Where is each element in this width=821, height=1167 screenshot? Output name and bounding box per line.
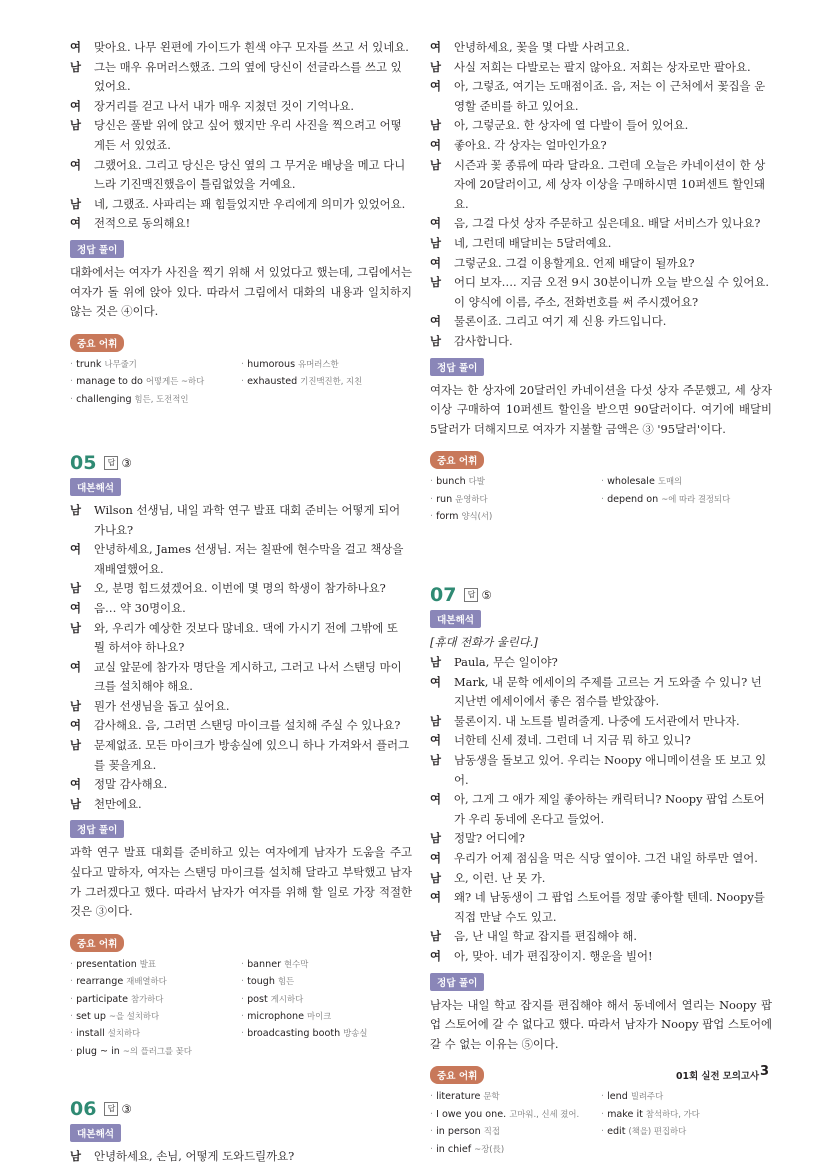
vocab-item: [241, 1008, 406, 1025]
dialogue-text: 너한테 신세 졌네. 그런데 너 지금 뭐 하고 있니?: [454, 733, 691, 748]
q07-number: 07: [430, 583, 457, 606]
bullet-icon: ·: [430, 1143, 434, 1155]
dialogue-text: 천만에요.: [94, 796, 142, 811]
q06-answer: ③: [121, 1102, 132, 1117]
dialogue-line: [70, 795, 412, 815]
dialogue-text: 오, 이런. 난 못 가.: [454, 870, 546, 885]
bullet-icon: ·: [430, 493, 434, 505]
q05-script-tag: 대본해석: [70, 478, 121, 496]
speaker-label: 여: [70, 718, 82, 733]
dialogue-text: 와, 우리가 예상한 것보다 많네요. 댁에 가시기 전에 그밖에 또 뭘 하셔야 하나요?: [94, 620, 398, 655]
answer-box-icon: 답: [104, 1102, 118, 1116]
speaker-label: 남: [70, 796, 82, 811]
dialogue-text: 음, 난 내일 학교 잡지를 편집해야 해.: [454, 929, 638, 944]
dialogue-text: 남동생을 돌보고 있어. 우리는 Noopy 애니메이션을 또 보고 있어.: [454, 753, 767, 787]
dialogue-text: 음, 그걸 다섯 상자 주문하고 싶은데요. 배달 서비스가 있나요?: [454, 216, 761, 231]
dialogue-line: [70, 736, 412, 775]
vocab-meaning: 게시하다: [270, 993, 304, 1004]
dialogue-line: [430, 332, 772, 352]
speaker-label: 여: [430, 792, 442, 807]
dialogue-text: 좋아요. 각 상자는 얼마인가요?: [454, 137, 607, 152]
vocab-item: [430, 473, 595, 490]
vocab-item: [241, 1025, 406, 1042]
dialogue-text: 물론이죠. 그리고 여기 제 신용 카드입니다.: [454, 314, 667, 329]
vocab-word: challenging: [76, 393, 132, 405]
dialogue-line: [70, 156, 412, 195]
q04-dialogue: [70, 38, 412, 234]
vocab-meaning: 도매의: [657, 476, 683, 487]
dialogue-text: 왜? 네 남동생이 그 팝업 스토어를 정말 좋아할 텐데. Noopy를 직접 만날 수도 있고.: [454, 890, 765, 924]
vocab-word: lend: [607, 1091, 628, 1103]
dialogue-text: 문제없죠. 모든 마이크가 방송실에 있으니 하나 가져와서 플러그를 꽂을게요.: [94, 738, 410, 772]
vocab-word: bunch: [436, 476, 466, 488]
bullet-icon: ·: [241, 976, 245, 988]
speaker-label: 여: [70, 157, 82, 172]
q06-vocab-tag: 중요 어휘: [430, 451, 484, 469]
q05-number: 05: [70, 451, 97, 474]
bullet-icon: ·: [430, 1108, 434, 1120]
q06-explanation: 여자는 한 상자에 20달러인 카네이션을 다섯 상자 주문했고, 세 상자 이상 구매하여 10퍼센트 할인을 받으면 90달러이다. 여기에 배달비 5달러가 더해지므로 여자가 지불할 금액은 ③ '95달러'이다.: [430, 382, 772, 436]
speaker-label: 여: [70, 600, 82, 615]
bullet-icon: ·: [241, 1011, 245, 1023]
vocab-meaning: 힘든, 도전적인: [134, 393, 189, 404]
q07-dialogue: [430, 653, 772, 967]
dialogue-text: Wilson 선생님, 내일 과학 연구 발표 대회 준비는 어떻게 되어 가나요?: [94, 502, 401, 537]
q05-header: [70, 452, 412, 474]
dialogue-text: 아, 그렇군요. 한 상자에 열 다발이 들어 있어요.: [454, 118, 689, 133]
vocab-word: participate: [76, 993, 128, 1005]
dialogue-line: [70, 58, 412, 97]
q07-answer-explanation-tag: 정답 풀이: [430, 973, 484, 991]
q06-script-tag: 대본해석: [70, 1124, 121, 1142]
vocab-meaning: 나무줄기: [104, 358, 137, 369]
vocab-item: [70, 373, 235, 390]
q06-vocab-list: [430, 473, 772, 525]
speaker-label: 남: [70, 502, 82, 517]
bullet-icon: ·: [241, 376, 245, 388]
answer-box-icon: 답: [104, 456, 118, 470]
dialogue-line: [430, 653, 772, 673]
q05-vocab-list: [70, 956, 412, 1060]
speaker-label: 남: [70, 59, 82, 74]
vocab-word: microphone: [247, 1011, 304, 1023]
q04-vocab-list: [70, 356, 412, 408]
vocab-word: I owe you one.: [436, 1108, 507, 1120]
speaker-label: 남: [70, 620, 82, 635]
bullet-icon: ·: [70, 1011, 74, 1023]
q06-dialogue-start: [70, 1147, 412, 1167]
q07-answer: ⑤: [481, 587, 492, 602]
dialogue-text: 당신은 풀밭 위에 앉고 싶어 했지만 우리 사진을 찍으려고 어떻게든 서 있었죠.: [94, 118, 402, 152]
dialogue-text: 어디 보자…. 지금 오전 9시 30분이니까 오늘 받으실 수 있어요. 이 양식에 이름, 주소, 전화번호를 써 주시겠어요?: [454, 275, 770, 309]
q07-vocab-tag: 중요 어휘: [430, 1066, 484, 1084]
dialogue-line: [430, 927, 772, 947]
vocab-meaning: 참가하다: [130, 993, 164, 1004]
vocab-word: run: [436, 493, 453, 505]
dialogue-text: 정말? 어디에?: [454, 831, 525, 846]
vocab-meaning: ~의 플러그를 꽂다: [122, 1045, 192, 1056]
vocab-word: in person: [436, 1126, 481, 1138]
vocab-meaning: 힘든: [277, 976, 295, 987]
dialogue-line: [430, 136, 772, 156]
dialogue-line: [430, 38, 772, 58]
dialogue-line: [430, 751, 772, 790]
vocab-meaning: 어떻게든 ~하다: [145, 376, 205, 387]
dialogue-text: 감사합니다.: [454, 333, 513, 348]
speaker-label: 여: [430, 733, 442, 748]
q05-dialogue: [70, 501, 412, 815]
vocab-item: [430, 491, 595, 508]
q06-number: 06: [70, 1098, 97, 1121]
vocab-item: [241, 373, 406, 390]
bullet-icon: ·: [70, 1045, 74, 1057]
dialogue-text: 오, 분명 힘드셨겠어요. 이번에 몇 명의 학생이 참가하나요?: [94, 581, 386, 596]
bullet-icon: ·: [430, 476, 434, 488]
dialogue-line: [70, 214, 412, 234]
dialogue-line: [70, 697, 412, 717]
dialogue-line: [430, 214, 772, 234]
vocab-meaning: ~에 따라 결정되다: [661, 493, 731, 504]
left-column: [70, 38, 412, 1167]
dialogue-line: [70, 540, 412, 579]
vocab-meaning: 유머러스한: [298, 358, 339, 369]
vocab-item: [601, 491, 766, 508]
dialogue-line: [70, 619, 412, 658]
vocab-meaning: 발표: [139, 958, 156, 969]
vocab-meaning: 빌려주다: [630, 1091, 664, 1102]
dialogue-text: 안녕하세요, 꽃을 몇 다발 사려고요.: [454, 40, 630, 54]
dialogue-text: 그는 매우 유머러스했죠. 그의 옆에 당신이 선글라스를 쓰고 있었어요.: [94, 59, 402, 94]
vocab-word: set up: [76, 1011, 106, 1023]
vocab-item: [70, 1008, 235, 1025]
speaker-label: 여: [430, 890, 442, 905]
vocab-item: [430, 508, 595, 525]
dialogue-line: [70, 775, 412, 795]
q05-answer-explanation-tag: 정답 풀이: [70, 820, 124, 838]
vocab-item: [430, 1123, 595, 1140]
bullet-icon: ·: [601, 476, 605, 488]
speaker-label: 남: [70, 581, 82, 596]
speaker-label: 남: [430, 929, 442, 944]
vocab-meaning: 현수막: [284, 958, 309, 969]
vocab-word: edit: [607, 1126, 626, 1138]
vocab-meaning: (책을) 편집하다: [628, 1126, 687, 1137]
dialogue-text: 물론이지. 내 노트를 빌려줄게. 나중에 도서관에서 만나자.: [454, 713, 740, 728]
dialogue-text: 뭔가 선생님을 돕고 싶어요.: [94, 698, 230, 713]
dialogue-text: 아, 그렇죠, 여기는 도매점이죠. 음, 저는 이 근처에서 꽃집을 운영할 준비를 하고 있어요.: [454, 79, 766, 113]
bullet-icon: ·: [430, 1091, 434, 1103]
q04-explanation: 대화에서는 여자가 사진을 찍기 위해 서 있었다고 했는데, 그림에서는 여자가 돌 위에 앉아 있다. 따라서 그림에서 대화의 내용과 일치하지 않는 것은 ④이다.: [70, 264, 412, 319]
vocab-word: make it: [607, 1108, 643, 1120]
dialogue-line: [430, 790, 772, 829]
page-number: 3: [759, 1064, 769, 1079]
vocab-meaning: 운영하다: [455, 493, 488, 504]
speaker-label: 여: [430, 674, 442, 689]
vocab-word: tough: [247, 976, 275, 988]
dialogue-line: [430, 116, 772, 136]
vocab-meaning: 기진맥진한, 지친: [300, 376, 363, 387]
speaker-label: 여: [430, 255, 442, 270]
speaker-label: 남: [430, 655, 442, 670]
dialogue-line: [430, 673, 772, 712]
vocab-word: manage to do: [76, 376, 143, 388]
vocab-meaning: 설치하다: [107, 1028, 141, 1039]
dialogue-line: [70, 97, 412, 117]
q05-answer: ③: [121, 455, 132, 470]
vocab-word: form: [436, 511, 459, 523]
bullet-icon: ·: [601, 493, 605, 505]
speaker-label: 남: [430, 275, 442, 290]
vocab-item: [601, 1088, 766, 1105]
speaker-label: 남: [430, 831, 442, 846]
vocab-meaning: 방송실: [343, 1028, 368, 1039]
vocab-item: [70, 956, 235, 973]
speaker-label: 여: [430, 216, 442, 231]
vocab-word: literature: [436, 1091, 481, 1103]
speaker-label: 여: [70, 216, 82, 231]
vocab-word: plug ~ in: [76, 1045, 120, 1057]
speaker-label: 여: [70, 659, 82, 674]
q07-script-tag: 대본해석: [430, 610, 481, 628]
bullet-icon: ·: [70, 1028, 74, 1040]
vocab-item: [430, 1141, 595, 1158]
vocab-meaning: 재배열하다: [126, 976, 167, 987]
speaker-label: 여: [430, 40, 442, 54]
vocab-meaning: ~을 설치하다: [108, 1011, 160, 1022]
dialogue-line: [430, 947, 772, 967]
dialogue-line: [70, 38, 412, 58]
speaker-label: 여: [70, 542, 82, 557]
vocab-meaning: ~장(長): [474, 1143, 505, 1154]
bullet-icon: ·: [241, 358, 245, 370]
dialogue-text: 네, 그랬죠. 사파리는 꽤 힘들었지만 우리에게 의미가 있었어요.: [94, 196, 406, 211]
speaker-label: 남: [430, 333, 442, 348]
speaker-label: 여: [430, 851, 442, 866]
q07-explanation: 남자는 내일 학교 잡지를 편집해야 해서 동네에서 열리는 Noopy 팝업 스토어에 갈 수 없다고 했다. 따라서 남자가 Noopy 팝업 스토어에 갈 수 없는 이유는 ⑤이다.: [430, 997, 772, 1051]
vocab-meaning: 고마워., 신세 졌어.: [509, 1108, 580, 1119]
vocab-item: [430, 1088, 595, 1105]
dialogue-text: 안녕하세요, 손님, 어떻게 도와드릴까요?: [94, 1149, 295, 1164]
vocab-word: trunk: [76, 358, 102, 370]
dialogue-text: Paula, 무슨 일이야?: [454, 655, 558, 670]
bullet-icon: ·: [601, 1126, 605, 1138]
dialogue-text: 우리가 어제 점심을 먹은 식당 옆이야. 그건 내일 하루만 열어.: [454, 851, 758, 866]
vocab-meaning: 양식(서): [461, 511, 493, 522]
dialogue-text: 아, 맞아. 네가 편집장이지. 행운을 빌어!: [454, 949, 653, 963]
speaker-label: 남: [70, 738, 82, 753]
dialogue-text: 안녕하세요, James 선생님. 저는 칠판에 현수막을 걸고 책상을 재배열했어요.: [94, 542, 404, 576]
speaker-label: 여: [430, 137, 442, 152]
dialogue-text: 시즌과 꽃 종류에 따라 달라요. 그런데 오늘은 카네이션이 한 상자에 20달러이고, 세 상자 이상을 구매하시면 10퍼센트 할인돼요.: [454, 157, 766, 211]
speaker-label: 여: [70, 777, 82, 792]
speaker-label: 남: [70, 698, 82, 713]
dialogue-line: [70, 501, 412, 540]
vocab-item: [601, 1106, 766, 1123]
vocab-meaning: 다발: [468, 476, 485, 487]
vocab-item: [430, 1106, 595, 1123]
vocab-word: in chief: [436, 1143, 472, 1155]
bullet-icon: ·: [70, 958, 74, 970]
q04-answer-explanation-tag: 정답 풀이: [70, 240, 124, 258]
dialogue-line: [70, 195, 412, 215]
speaker-label: 남: [430, 753, 442, 768]
dialogue-text: Mark, 내 문학 에세이의 주제를 고르는 거 도와줄 수 있니? 넌 지난번 에세이에서 좋은 점수를 받았잖아.: [454, 674, 762, 709]
q07-vocab-list: [430, 1088, 772, 1158]
dialogue-text: 장거리를 걷고 나서 내가 매우 지쳤던 것이 기억나요.: [94, 98, 355, 113]
vocab-item: [241, 973, 406, 990]
dialogue-text: 아, 그게 그 애가 제일 좋아하는 캐릭터니? Noopy 팝업 스토어가 우리 동네에 온다고 들었어.: [454, 792, 765, 826]
q07-stage-note: [휴대 전화가 울린다.]: [430, 634, 538, 649]
vocab-meaning: 직접: [483, 1126, 500, 1137]
answer-box-icon: 답: [464, 588, 478, 602]
speaker-label: 남: [430, 59, 442, 74]
bullet-icon: ·: [70, 993, 74, 1005]
dialogue-text: 전적으로 동의해요!: [94, 216, 191, 231]
bullet-icon: ·: [601, 1091, 605, 1103]
vocab-word: banner: [247, 958, 282, 970]
q06-dialogue: [430, 38, 772, 352]
dialogue-line: [430, 156, 772, 215]
dialogue-line: [430, 849, 772, 869]
speaker-label: 남: [70, 196, 82, 211]
vocab-item: [241, 991, 406, 1008]
vocab-item: [241, 956, 406, 973]
speaker-label: 남: [70, 1149, 82, 1164]
dialogue-line: [430, 58, 772, 78]
bullet-icon: ·: [70, 393, 74, 405]
dialogue-line: [70, 116, 412, 155]
dialogue-line: [430, 254, 772, 274]
dialogue-line: [430, 869, 772, 889]
speaker-label: 남: [430, 713, 442, 728]
vocab-meaning: 문학: [483, 1091, 500, 1102]
speaker-label: 남: [430, 118, 442, 133]
q05-vocab-tag: 중요 어휘: [70, 934, 124, 952]
bullet-icon: ·: [430, 1126, 434, 1138]
vocab-item: [70, 1025, 235, 1042]
bullet-icon: ·: [241, 958, 245, 970]
bullet-icon: ·: [70, 358, 74, 370]
vocab-item: [601, 473, 766, 490]
q06-answer-explanation-tag: 정답 풀이: [430, 358, 484, 376]
dialogue-line: [430, 712, 772, 732]
bullet-icon: ·: [601, 1108, 605, 1120]
dialogue-line: [70, 658, 412, 697]
dialogue-line: [70, 599, 412, 619]
vocab-word: broadcasting booth: [247, 1028, 341, 1040]
speaker-label: 여: [70, 40, 82, 54]
dialogue-text: 정말 감사해요.: [94, 777, 168, 792]
speaker-label: 남: [430, 870, 442, 885]
bullet-icon: ·: [430, 511, 434, 523]
vocab-item: [70, 356, 235, 373]
vocab-word: presentation: [76, 958, 137, 970]
vocab-word: post: [247, 993, 268, 1005]
speaker-label: 남: [430, 235, 442, 250]
speaker-label: 여: [430, 314, 442, 329]
dialogue-line: [430, 731, 772, 751]
q07-header: [430, 584, 772, 606]
dialogue-line: [430, 829, 772, 849]
speaker-label: 남: [430, 157, 442, 172]
vocab-word: rearrange: [76, 976, 124, 988]
dialogue-text: 맞아요. 나무 왼편에 가이드가 흰색 야구 모자를 쓰고 서 있네요.: [94, 40, 409, 54]
vocab-meaning: 참석하다, 가다: [645, 1108, 700, 1119]
dialogue-line: [70, 579, 412, 599]
dialogue-line: [70, 716, 412, 736]
dialogue-line: [430, 234, 772, 254]
vocab-word: depend on: [607, 493, 659, 505]
vocab-meaning: 마이크: [306, 1011, 332, 1022]
vocab-item: [70, 973, 235, 990]
dialogue-text: 교실 앞문에 참가자 명단을 게시하고, 그러고 나서 스탠딩 마이크를 설치해야 해요.: [94, 659, 402, 694]
vocab-word: exhausted: [247, 376, 298, 388]
speaker-label: 여: [70, 98, 82, 113]
dialogue-text: 그랬어요. 그리고 당신은 당신 옆의 그 무거운 배낭을 메고 다니느라 기진맥진했음이 틀림없었을 거예요.: [94, 157, 406, 192]
vocab-item: [241, 356, 406, 373]
speaker-label: 여: [430, 79, 442, 94]
dialogue-line: [430, 312, 772, 332]
dialogue-line: [430, 273, 772, 312]
vocab-item: [70, 1043, 235, 1060]
dialogue-text: 사실 저희는 다발로는 팔지 않아요. 저희는 상자로만 팔아요.: [454, 59, 751, 74]
speaker-label: 여: [430, 949, 442, 963]
q04-vocab-tag: 중요 어휘: [70, 334, 124, 352]
dialogue-text: 음… 약 30명이요.: [94, 600, 186, 615]
q06-header: [70, 1098, 412, 1120]
dialogue-line: [70, 1147, 412, 1167]
vocab-word: install: [76, 1028, 105, 1040]
bullet-icon: ·: [70, 976, 74, 988]
right-column: [430, 38, 772, 1158]
bullet-icon: ·: [241, 993, 245, 1005]
dialogue-line: [430, 888, 772, 927]
vocab-word: humorous: [247, 358, 296, 370]
dialogue-line: [430, 77, 772, 116]
vocab-item: [70, 391, 235, 408]
bullet-icon: ·: [241, 1028, 245, 1040]
vocab-word: wholesale: [607, 476, 655, 488]
dialogue-text: 그렇군요. 그걸 이용할게요. 언제 배달이 될까요?: [454, 255, 695, 270]
dialogue-text: 감사해요. 음, 그러면 스탠딩 마이크를 설치해 주실 수 있나요?: [94, 718, 401, 733]
speaker-label: 남: [70, 118, 82, 133]
vocab-item: [70, 991, 235, 1008]
dialogue-text: 네, 그런데 배달비는 5달러예요.: [454, 235, 612, 250]
footer-label: 01회 실전 모의고사: [676, 1071, 759, 1082]
bullet-icon: ·: [70, 376, 74, 388]
vocab-item: [601, 1123, 766, 1140]
q05-explanation: 과학 연구 발표 대회를 준비하고 있는 여자에게 남자가 도움을 주고 싶다고 말하자, 여자는 스탠딩 마이크를 설치해 달라고 부탁했고 남자가 그러겠다고 했다. 따라서 남자가 여자를 위해 할 일로 가장 적절한 것은 ③이다.: [70, 845, 412, 919]
